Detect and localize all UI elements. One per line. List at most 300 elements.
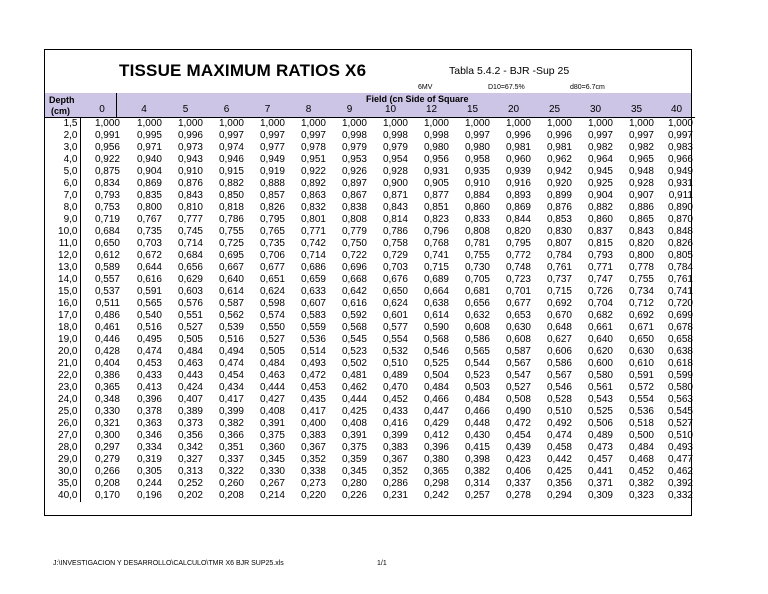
tmr-cell: 0,682 (587, 310, 613, 321)
tmr-cell: 0,867 (341, 190, 367, 201)
column-header: 6 (223, 104, 230, 115)
tmr-cell: 0,257 (464, 490, 490, 501)
depth-cell: 27,0 (45, 430, 80, 442)
tmr-cell: 0,974 (218, 142, 244, 153)
table-row (45, 190, 695, 202)
tmr-cell: 0,380 (423, 454, 449, 465)
tmr-cell: 0,441 (587, 466, 613, 477)
tmr-cell: 0,309 (587, 490, 613, 501)
column-header: 40 (670, 104, 683, 115)
tmr-cell: 0,574 (259, 310, 285, 321)
depth-cell: 11,0 (45, 238, 80, 250)
tmr-cell: 0,786 (218, 214, 244, 225)
tmr-cell: 0,527 (667, 418, 693, 429)
tmr-cell: 0,565 (136, 298, 162, 309)
tmr-cell: 0,424 (177, 382, 203, 393)
depth-cell: 40,0 (45, 490, 80, 502)
tmr-cell: 0,843 (628, 226, 654, 237)
tmr-cell: 0,737 (546, 274, 572, 285)
tmr-cell: 0,297 (94, 442, 120, 453)
tmr-cell: 0,536 (300, 334, 326, 345)
tmr-cell: 0,656 (177, 262, 203, 273)
tmr-cell: 0,808 (464, 226, 490, 237)
tmr-cell: 0,484 (464, 394, 490, 405)
tmr-cell: 0,741 (423, 250, 449, 261)
tmr-cell: 0,360 (259, 442, 285, 453)
tmr-cell: 0,528 (546, 394, 572, 405)
tmr-cell: 0,540 (136, 310, 162, 321)
tmr-cell: 0,632 (464, 310, 490, 321)
tmr-cell: 0,801 (300, 214, 326, 225)
tmr-cell: 0,470 (382, 382, 408, 393)
tmr-cell: 0,352 (382, 466, 408, 477)
tmr-cell: 0,523 (341, 346, 367, 357)
tmr-cell: 0,367 (300, 442, 326, 453)
tmr-cell: 0,365 (94, 382, 120, 393)
tmr-cell: 0,997 (587, 130, 613, 141)
tmr-cell: 0,504 (423, 370, 449, 381)
depth-cell: 20,0 (45, 346, 80, 358)
tmr-cell: 0,910 (464, 178, 490, 189)
tmr-cell: 0,771 (300, 226, 326, 237)
tmr-cell: 0,516 (218, 334, 244, 345)
tmr-cell: 0,196 (136, 490, 162, 501)
tmr-cell: 0,346 (136, 430, 162, 441)
column-header: 0 (99, 104, 105, 115)
tmr-cell: 0,755 (628, 274, 654, 285)
tmr-cell: 0,417 (300, 406, 326, 417)
file-path: J:\INVESTIGACION Y DESARROLLO\CALCULO\TMR X6 BJR SUP25.xls (53, 560, 284, 567)
column-header: 15 (466, 104, 479, 115)
tmr-cell: 0,572 (628, 382, 654, 393)
tmr-cell: 0,915 (218, 166, 244, 177)
tmr-cell: 0,428 (94, 346, 120, 357)
tmr-cell: 0,382 (464, 466, 490, 477)
tmr-cell: 0,624 (382, 298, 408, 309)
table-row (45, 418, 695, 430)
table-row (45, 214, 695, 226)
tmr-cell: 0,677 (259, 262, 285, 273)
tmr-cell: 0,523 (464, 370, 490, 381)
tmr-cell: 0,920 (546, 178, 572, 189)
tmr-cell: 0,511 (95, 298, 120, 309)
column-header: 5 (182, 104, 189, 115)
field-size-header: Field (cn Side of Square (366, 94, 469, 104)
tmr-cell: 0,170 (94, 490, 120, 501)
column-header: 20 (507, 104, 520, 115)
tmr-cell: 0,848 (667, 226, 693, 237)
tmr-cell: 0,979 (341, 142, 367, 153)
tmr-cell: 0,843 (382, 202, 408, 213)
tmr-cell: 0,882 (218, 178, 244, 189)
tmr-cell: 0,489 (587, 430, 613, 441)
tmr-cell: 0,527 (505, 382, 531, 393)
tmr-cell: 0,888 (259, 178, 285, 189)
tmr-cell: 0,876 (546, 202, 572, 213)
tmr-cell: 0,741 (667, 286, 693, 297)
tmr-cell: 0,979 (382, 142, 408, 153)
tmr-cell: 0,765 (259, 226, 285, 237)
d10-note: D10=67.5% (488, 84, 525, 91)
tmr-cell: 0,638 (423, 298, 449, 309)
tmr-cell: 0,996 (546, 130, 572, 141)
tmr-cell: 0,518 (628, 418, 654, 429)
tmr-cell: 0,452 (628, 466, 654, 477)
tmr-cell: 0,516 (136, 322, 162, 333)
tmr-cell: 1,000 (451, 118, 492, 131)
tmr-cell: 0,650 (628, 334, 654, 345)
tmr-cell: 0,404 (94, 358, 120, 369)
tmr-cell: 0,949 (259, 154, 285, 165)
column-header: 4 (141, 104, 147, 115)
tmr-cell: 0,951 (300, 154, 326, 165)
depth-cell: 1,5 (45, 118, 80, 131)
tmr-cell: 0,863 (300, 190, 326, 201)
tmr-cell: 0,599 (667, 370, 693, 381)
tmr-cell: 0,971 (136, 142, 162, 153)
tmr-cell: 0,429 (423, 418, 449, 429)
depth-cell: 5,0 (45, 166, 80, 178)
tmr-cell: 0,714 (300, 250, 326, 261)
tmr-cell: 0,527 (259, 334, 285, 345)
tmr-cell: 0,835 (136, 190, 162, 201)
tmr-cell: 0,580 (587, 370, 613, 381)
tmr-cell: 0,447 (423, 406, 449, 417)
tmr-cell: 0,559 (300, 322, 326, 333)
tmr-cell: 0,659 (300, 274, 326, 285)
tmr-cell: 0,546 (423, 346, 449, 357)
tmr-cell: 0,382 (218, 418, 244, 429)
tmr-cell: 0,722 (341, 250, 367, 261)
tmr-cell: 0,525 (423, 358, 449, 369)
tmr-cell: 0,676 (382, 274, 408, 285)
tmr-cell: 0,396 (136, 394, 162, 405)
tmr-cell: 0,692 (546, 298, 572, 309)
tmr-cell: 0,493 (300, 358, 326, 369)
tmr-cell: 0,677 (505, 298, 531, 309)
tmr-cell: 0,768 (423, 238, 449, 249)
tmr-cell: 0,244 (136, 478, 162, 489)
tmr-cell: 0,725 (218, 238, 244, 249)
tmr-cell: 0,931 (423, 166, 449, 177)
tmr-cell: 0,484 (177, 346, 203, 357)
tmr-cell: 0,956 (94, 142, 120, 153)
tmr-cell: 0,807 (546, 238, 572, 249)
tmr-cell: 0,407 (177, 394, 203, 405)
tmr-cell: 0,834 (94, 178, 120, 189)
tmr-cell: 0,442 (546, 454, 572, 465)
tmr-cell: 0,532 (382, 346, 408, 357)
depth-cell: 24,0 (45, 394, 80, 406)
tmr-cell: 0,958 (464, 154, 490, 165)
tmr-cell: 0,458 (546, 442, 572, 453)
tmr-cell: 0,747 (587, 274, 613, 285)
tmr-cell: 0,997 (218, 130, 244, 141)
tmr-cell: 0,667 (218, 262, 244, 273)
tmr-cell: 0,406 (505, 466, 531, 477)
tmr-cell: 0,638 (667, 346, 693, 357)
tmr-cell: 0,899 (546, 190, 572, 201)
tmr-cell: 0,473 (587, 442, 613, 453)
tmr-cell: 0,696 (341, 262, 367, 273)
tmr-cell: 0,466 (464, 406, 490, 417)
tmr-cell: 0,298 (423, 478, 449, 489)
tmr-cell: 0,820 (505, 226, 531, 237)
table-row (45, 298, 695, 310)
tmr-cell: 0,777 (177, 214, 203, 225)
tmr-cell: 0,701 (505, 286, 531, 297)
tmr-cell: 0,425 (341, 406, 367, 417)
tmr-cell: 0,793 (587, 250, 613, 261)
tmr-cell: 0,850 (218, 190, 244, 201)
depth-cell: 22,0 (45, 370, 80, 382)
tmr-cell: 1,000 (533, 118, 574, 131)
depth-cell: 28,0 (45, 442, 80, 454)
tmr-cell: 0,650 (94, 238, 120, 249)
table-row (45, 358, 695, 370)
tmr-cell: 0,998 (341, 130, 367, 141)
tmr-cell: 0,750 (341, 238, 367, 249)
tmr-cell: 0,779 (341, 226, 367, 237)
tmr-cell: 0,562 (218, 310, 244, 321)
tmr-cell: 0,980 (464, 142, 490, 153)
tmr-cell: 0,448 (464, 418, 490, 429)
tmr-cell: 0,567 (546, 370, 572, 381)
tmr-cell: 0,567 (505, 358, 531, 369)
tmr-cell: 0,618 (667, 358, 693, 369)
tmr-cell: 0,242 (423, 490, 449, 501)
tmr-cell: 0,761 (546, 262, 572, 273)
tmr-cell: 0,960 (505, 154, 531, 165)
tmr-cell: 0,991 (94, 130, 120, 141)
tmr-cell: 0,942 (546, 166, 572, 177)
tmr-cell: 0,610 (628, 358, 654, 369)
depth-cell: 3,0 (45, 142, 80, 154)
tmr-cell: 0,527 (177, 322, 203, 333)
tmr-cell: 0,273 (300, 478, 326, 489)
tmr-cell: 0,539 (218, 322, 244, 333)
tmr-cell: 0,505 (177, 334, 203, 345)
tmr-cell: 0,981 (546, 142, 572, 153)
tmr-cell: 0,982 (628, 142, 654, 153)
tmr-cell: 0,928 (628, 178, 654, 189)
depth-cell: 14,0 (45, 274, 80, 286)
tmr-cell: 0,314 (464, 478, 490, 489)
tmr-cell: 0,778 (628, 262, 654, 273)
tmr-cell: 0,815 (587, 238, 613, 249)
tmr-cell: 0,742 (300, 238, 326, 249)
tmr-cell: 0,375 (259, 430, 285, 441)
tmr-cell: 0,844 (505, 214, 531, 225)
tmr-cell: 0,715 (423, 262, 449, 273)
tmr-cell: 0,375 (341, 442, 367, 453)
tmr-cell: 0,266 (94, 466, 120, 477)
tmr-cell: 0,730 (464, 262, 490, 273)
tmr-cell: 0,466 (423, 394, 449, 405)
tmr-cell: 0,948 (628, 166, 654, 177)
tmr-cell: 0,719 (94, 214, 120, 225)
table-row (45, 238, 695, 250)
tmr-cell: 0,502 (341, 358, 367, 369)
tmr-cell: 0,546 (546, 382, 572, 393)
tmr-cell: 0,592 (341, 310, 367, 321)
tmr-cell: 0,980 (423, 142, 449, 153)
depth-cell: 13,0 (45, 262, 80, 274)
tmr-cell: 0,267 (259, 478, 285, 489)
tmr-cell: 0,461 (94, 322, 120, 333)
depth-cell: 19,0 (45, 334, 80, 346)
tmr-cell: 0,463 (177, 358, 203, 369)
tmr-cell: 0,876 (177, 178, 203, 189)
tmr-cell: 0,882 (587, 202, 613, 213)
tmr-cell: 0,398 (464, 454, 490, 465)
depth-cell: 9,0 (45, 214, 80, 226)
tmr-cell: 0,587 (505, 346, 531, 357)
tmr-cell: 0,925 (587, 178, 613, 189)
tmr-cell: 0,433 (136, 370, 162, 381)
tmr-cell: 0,554 (628, 394, 654, 405)
tmr-cell: 0,371 (587, 478, 613, 489)
tmr-cell: 0,322 (218, 466, 244, 477)
tmr-cell: 0,704 (587, 298, 613, 309)
tmr-cell: 0,748 (505, 262, 531, 273)
table-row (45, 406, 695, 418)
tmr-cell: 0,705 (464, 274, 490, 285)
tmr-cell: 0,363 (136, 418, 162, 429)
tmr-cell: 0,345 (341, 466, 367, 477)
tmr-cell: 0,391 (341, 430, 367, 441)
tmr-cell: 0,383 (382, 442, 408, 453)
tmr-cell: 0,820 (628, 238, 654, 249)
tmr-cell: 0,606 (546, 346, 572, 357)
tmr-cell: 0,904 (587, 190, 613, 201)
tmr-cell: 0,962 (546, 154, 572, 165)
tmr-cell: 1,000 (574, 118, 615, 131)
table-row (45, 286, 695, 298)
tmr-cell: 0,492 (546, 418, 572, 429)
tmr-cell: 1,000 (205, 118, 246, 131)
tmr-cell: 0,506 (587, 418, 613, 429)
tmr-cell: 0,910 (177, 166, 203, 177)
tmr-cell: 0,337 (505, 478, 531, 489)
depth-cell: 26,0 (45, 418, 80, 430)
depth-cell: 21,0 (45, 358, 80, 370)
depth-cell: 25,0 (45, 406, 80, 418)
tmr-cell: 0,795 (505, 238, 531, 249)
tmr-cell: 0,949 (667, 166, 693, 177)
tmr-cell: 0,905 (423, 178, 449, 189)
tmr-cell: 0,875 (94, 166, 120, 177)
tmr-cell: 0,630 (505, 322, 531, 333)
tmr-cell: 0,433 (382, 406, 408, 417)
tmr-cell: 0,810 (177, 202, 203, 213)
tmr-cell: 0,603 (177, 286, 203, 297)
depth-cell: 4,0 (45, 154, 80, 166)
tmr-cell: 0,392 (667, 478, 693, 489)
tmr-cell: 0,226 (341, 490, 367, 501)
tmr-cell: 0,670 (546, 310, 572, 321)
tmr-cell: 0,907 (628, 190, 654, 201)
tmr-cell: 0,462 (667, 466, 693, 477)
tmr-cell: 0,928 (382, 166, 408, 177)
tmr-cell: 0,472 (300, 370, 326, 381)
tmr-cell: 0,661 (587, 322, 613, 333)
tmr-cell: 0,453 (300, 382, 326, 393)
tmr-cell: 0,837 (587, 226, 613, 237)
tmr-cell: 0,208 (94, 478, 120, 489)
tmr-cell: 0,300 (94, 430, 120, 441)
tmr-cell: 0,386 (94, 370, 120, 381)
tmr-cell: 0,706 (259, 250, 285, 261)
tmr-cell: 0,830 (546, 226, 572, 237)
tmr-cell: 0,642 (341, 286, 367, 297)
tmr-cell: 0,545 (667, 406, 693, 417)
tmr-cell: 0,793 (94, 190, 120, 201)
tmr-cell: 0,484 (259, 358, 285, 369)
tmr-cell: 0,726 (587, 286, 613, 297)
table-row (45, 430, 695, 442)
tmr-cell: 0,640 (218, 274, 244, 285)
tmr-cell: 0,818 (218, 202, 244, 213)
tmr-cell: 0,945 (587, 166, 613, 177)
tmr-cell: 0,624 (259, 286, 285, 297)
tmr-cell: 0,279 (94, 454, 120, 465)
tmr-cell: 1,000 (246, 118, 287, 131)
depth-cell: 10,0 (45, 226, 80, 238)
tmr-cell: 0,583 (300, 310, 326, 321)
table-row (45, 202, 695, 214)
tmr-cell: 0,510 (382, 358, 408, 369)
table-row (45, 334, 695, 346)
tmr-cell: 0,453 (136, 358, 162, 369)
tmr-cell: 0,714 (177, 238, 203, 249)
table-row (45, 466, 695, 478)
tmr-cell: 0,939 (505, 166, 531, 177)
tmr-cell: 0,474 (136, 346, 162, 357)
tmr-cell: 0,408 (341, 418, 367, 429)
table-row (45, 442, 695, 454)
tmr-cell: 0,399 (382, 430, 408, 441)
tmr-cell: 0,514 (300, 346, 326, 357)
tmr-cell: 1,000 (164, 118, 205, 131)
tmr-cell: 0,668 (341, 274, 367, 285)
tmr-cell: 0,537 (94, 286, 120, 297)
tmr-cell: 1,000 (656, 118, 695, 131)
tmr-cell: 0,772 (505, 250, 531, 261)
tmr-cell: 0,982 (587, 142, 613, 153)
tmr-cell: 0,252 (177, 478, 203, 489)
tmr-cell: 0,505 (259, 346, 285, 357)
table-row (45, 394, 695, 406)
tmr-cell: 0,977 (259, 142, 285, 153)
tmr-cell: 0,472 (505, 418, 531, 429)
tmr-cell: 0,877 (423, 190, 449, 201)
tmr-cell: 0,495 (136, 334, 162, 345)
tmr-cell: 0,678 (667, 322, 693, 333)
tmr-cell: 0,865 (628, 214, 654, 225)
tmr-cell: 0,954 (382, 154, 408, 165)
tmr-cell: 0,998 (382, 130, 408, 141)
tmr-cell: 0,956 (423, 154, 449, 165)
depth-cell: 16,0 (45, 298, 80, 310)
tmr-cell: 0,890 (667, 202, 693, 213)
tmr-cell: 0,568 (423, 334, 449, 345)
table-row (45, 118, 695, 131)
tmr-cell: 1,000 (80, 118, 122, 131)
tmr-cell: 0,734 (628, 286, 654, 297)
table-row (45, 322, 695, 334)
tmr-cell: 0,468 (628, 454, 654, 465)
